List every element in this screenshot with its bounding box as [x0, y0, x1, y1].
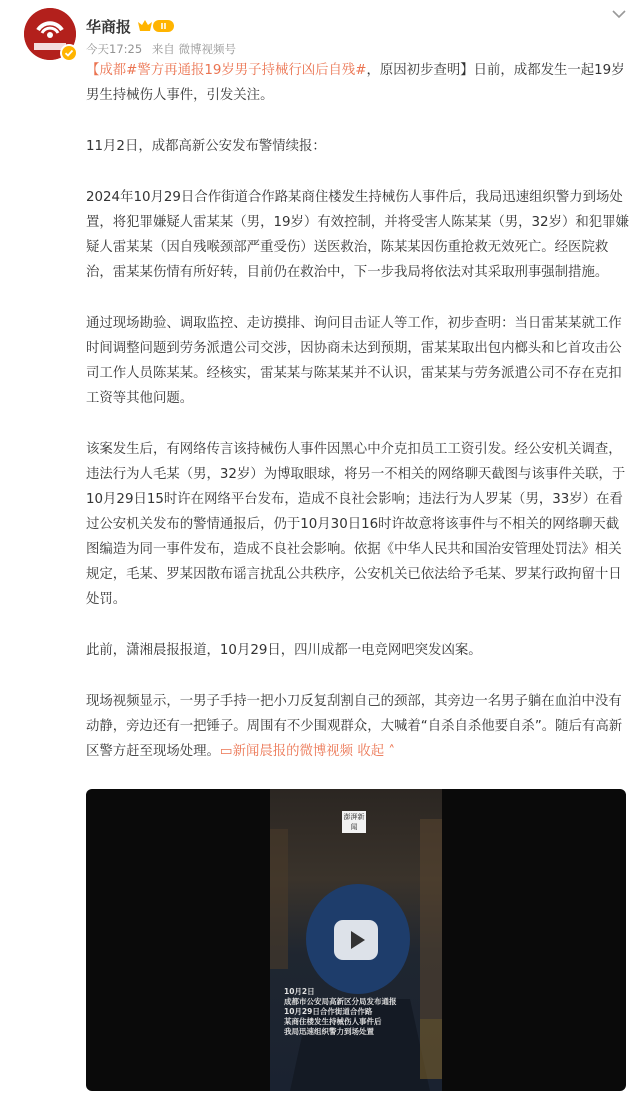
video-caption	[284, 987, 444, 1037]
author-name[interactable]: 华商报	[86, 18, 132, 36]
post-time[interactable]: 今天17:25	[86, 42, 143, 56]
post-paragraph	[86, 134, 630, 159]
member-level-badge[interactable]	[136, 18, 176, 34]
verified-badge-icon	[60, 44, 78, 62]
post-source[interactable]: 来自 微博视频号	[151, 42, 236, 56]
collapse-chevron-icon[interactable]: ˄	[384, 744, 396, 759]
video-caption-line: 我局迅速组织警力到场处置	[284, 1027, 374, 1036]
post-text: 2024年10月29日合作街道合作路某商住楼发生持械伤人事件后，我局迅速组织警力到场处置，将犯罪嫌疑人雷某某（男，19岁）有效控制，并将受害人陈某某（男，32岁）和犯罪嫌疑人雷某某（因自残喉颈部严重受伤）送医救治，陈某某因伤重抢救无效死亡。经医院救治，雷某某伤情有所好转，目前仍在救治中，下一步我局将依法对其采取刑事强制措施。	[86, 190, 629, 280]
topic-link[interactable]: 【成都	[86, 63, 127, 78]
badge-level-label: II	[160, 22, 167, 31]
play-icon[interactable]	[334, 920, 378, 960]
video-caption-line: 10月2日	[284, 987, 315, 996]
more-options-chevron-icon[interactable]	[608, 6, 630, 22]
video-caption-line: 成都市公安局高新区分局发布通报	[284, 997, 397, 1006]
video-link-icon: ▭	[219, 744, 233, 759]
video-caption-line: 某商住楼发生持械伤人事件后	[284, 1017, 382, 1026]
post-paragraph	[86, 185, 630, 285]
video-source-logo: 澎湃新闻	[343, 813, 365, 831]
post-text: 该案发生后，有网络传言该持械伤人事件因黑心中介克扣员工工资引发。经公安机关调查，违法行为人毛某（男，32岁）为博取眼球，将另一不相关的网络聊天截图与该事件关联，于10月29日15时许在网络平台发布，造成不良社会影响；违法行为人罗某（男，33岁）在看过公安机关发布的警情通报后，仍于10月30日16时许故意将该事件与不相关的网络聊天截图编造为同一事件发布，造成不良社会影响。依据《中华人民共和国治安管理处罚法》相关规定，毛某、罗某因散布谣言扰乱公共秩序，公安机关已依法给予毛某、罗某行政拘留十日处罚。	[86, 442, 626, 607]
post-paragraph	[86, 58, 630, 108]
post-text: 此前，潇湘晨报报道，10月29日，四川成都一电竞网吧突发凶案。	[86, 643, 482, 658]
video-source-link[interactable]: 新闻晨报的微博视频	[232, 744, 354, 759]
post-body	[86, 58, 630, 764]
post-paragraph	[86, 689, 630, 764]
video-player[interactable]	[86, 789, 626, 1091]
post-paragraph	[86, 437, 630, 612]
collapse-link[interactable]: 收起	[353, 744, 385, 759]
post-text: 现场视频显示，一男子手持一把小刀反复刮割自己的颈部，其旁边一名男子躺在血泊中没有动静，旁边还有一把锤子。周围有不少围观群众，大喊着“自杀自杀他要自杀”。随后有高新区警方赶至现场处理。	[86, 694, 623, 759]
video-caption-line: 10月29日合作街道合作路	[284, 1007, 373, 1016]
post-text: 11月2日，成都高新公安发布警情续报：	[86, 139, 326, 154]
post-text: ，原因初步查明】日前，成都发生一起19岁男生持械伤人事件，引发关注。	[86, 63, 625, 103]
post-text: 通过现场勘验、调取监控、走访摸排、询问目击证人等工作，初步查明：当日雷某某就工作时间调整问题到劳务派遣公司交涉，因协商未达到预期，雷某某取出包内榔头和匕首攻击公司工作人员陈某某。经核实，雷某某与陈某某并不认识，雷某某与劳务派遣公司不存在克扣工资等其他问题。	[86, 316, 622, 406]
post-meta	[86, 41, 242, 57]
post-paragraph	[86, 311, 630, 411]
topic-link[interactable]: #警方再通报19岁男子持械行凶后自残#	[126, 63, 367, 78]
post-paragraph	[86, 638, 630, 663]
